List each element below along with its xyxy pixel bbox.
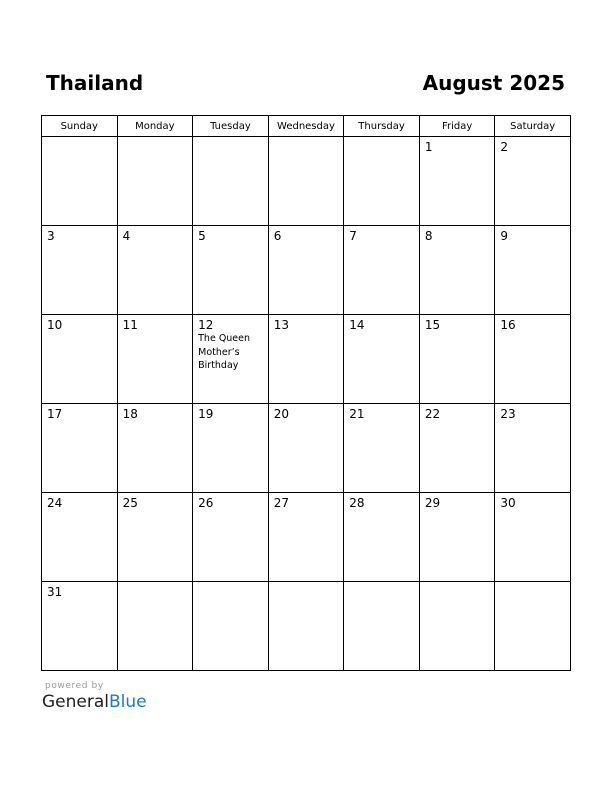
day-number (269, 137, 344, 140)
day-number (420, 582, 495, 585)
day-cell (193, 493, 269, 582)
day-cell (117, 226, 193, 315)
day-number (118, 137, 193, 140)
day-number: 24 (47, 496, 63, 510)
weekday-sunday: Sunday (42, 116, 118, 137)
day-cell (419, 493, 495, 582)
day-number: 3 (47, 229, 55, 243)
week-row-4 (42, 404, 571, 493)
day-cell (495, 137, 571, 226)
brand-blue: Blue (109, 692, 147, 712)
day-number (118, 582, 193, 585)
day-number: 16 (500, 318, 516, 332)
week-row-6 (42, 582, 571, 671)
day-cell (117, 493, 193, 582)
day-number: 1 (424, 140, 433, 154)
day-number: 2 (500, 140, 509, 154)
day-number: 21 (349, 407, 365, 421)
day-number: 29 (424, 496, 441, 510)
day-cell (344, 404, 420, 493)
brand-general: General (42, 692, 109, 712)
day-cell (344, 582, 420, 671)
day-number: 14 (349, 318, 365, 332)
day-cell (42, 226, 118, 315)
day-number: 19 (198, 407, 214, 421)
day-cell (42, 137, 118, 226)
footer-branding (42, 681, 147, 712)
day-cell (495, 226, 571, 315)
weekday-thursday: Thursday (344, 116, 420, 137)
day-cell (419, 315, 495, 404)
day-number: 22 (424, 407, 441, 421)
day-cell (117, 315, 193, 404)
month-title: August 2025 (422, 71, 565, 95)
day-number: 30 (500, 496, 516, 510)
day-cell (495, 582, 571, 671)
day-number: 28 (349, 496, 365, 510)
weekday-tuesday: Tuesday (193, 116, 269, 137)
day-number: 6 (273, 229, 282, 243)
powered-by-text: powered by (45, 681, 104, 691)
day-number: 8 (424, 229, 433, 243)
day-cell (419, 582, 495, 671)
day-cell (42, 582, 118, 671)
weekday-monday: Monday (117, 116, 193, 137)
day-number (344, 137, 419, 140)
day-cell (419, 226, 495, 315)
day-cell (193, 582, 269, 671)
day-cell (117, 582, 193, 671)
day-cell (117, 137, 193, 226)
week-row-5 (42, 493, 571, 582)
day-number: 31 (47, 585, 63, 599)
day-number: 10 (47, 318, 63, 332)
day-number: 4 (122, 229, 131, 243)
day-number: 17 (47, 407, 63, 421)
day-cell (495, 493, 571, 582)
day-cell (193, 137, 269, 226)
day-number: 11 (122, 318, 138, 332)
holiday-label: The Queen Mother’s Birthday (198, 333, 251, 371)
day-number: 12 (198, 318, 214, 332)
day-number (193, 137, 268, 140)
day-number: 5 (198, 229, 206, 243)
calendar-grid (41, 115, 571, 671)
country-title: Thailand (46, 71, 144, 95)
day-cell (344, 493, 420, 582)
day-cell (419, 404, 495, 493)
day-number (193, 582, 268, 585)
day-number (42, 137, 117, 140)
day-cell (268, 404, 344, 493)
week-row-3 (42, 315, 571, 404)
day-number: 25 (122, 496, 138, 510)
weekday-saturday: Saturday (495, 116, 571, 137)
day-cell (42, 315, 118, 404)
day-cell (193, 404, 269, 493)
day-number: 26 (198, 496, 214, 510)
day-cell (193, 226, 269, 315)
day-number: 15 (424, 318, 441, 332)
brand-logo (42, 692, 147, 712)
day-cell (344, 137, 420, 226)
day-number: 27 (273, 496, 289, 510)
day-cell (42, 404, 118, 493)
day-cell (344, 226, 420, 315)
day-cell (419, 137, 495, 226)
week-row-1 (42, 137, 571, 226)
weekday-wednesday: Wednesday (268, 116, 344, 137)
day-cell (268, 137, 344, 226)
day-cell (268, 226, 344, 315)
day-number: 20 (273, 407, 289, 421)
day-cell (495, 404, 571, 493)
day-number (344, 582, 419, 585)
day-number: 9 (500, 229, 509, 243)
day-number: 13 (273, 318, 289, 332)
day-cell (42, 493, 118, 582)
day-number: 18 (122, 407, 138, 421)
day-cell (495, 315, 571, 404)
day-number (495, 582, 570, 585)
day-cell (268, 315, 344, 404)
day-cell (117, 404, 193, 493)
day-cell-holiday (193, 315, 269, 404)
day-cell (268, 493, 344, 582)
day-number (269, 582, 344, 585)
week-row-2 (42, 226, 571, 315)
weekday-friday: Friday (419, 116, 495, 137)
weekday-header-row (42, 116, 571, 137)
day-number: 23 (500, 407, 516, 421)
day-cell (344, 315, 420, 404)
day-number: 7 (349, 229, 357, 243)
day-cell (268, 582, 344, 671)
